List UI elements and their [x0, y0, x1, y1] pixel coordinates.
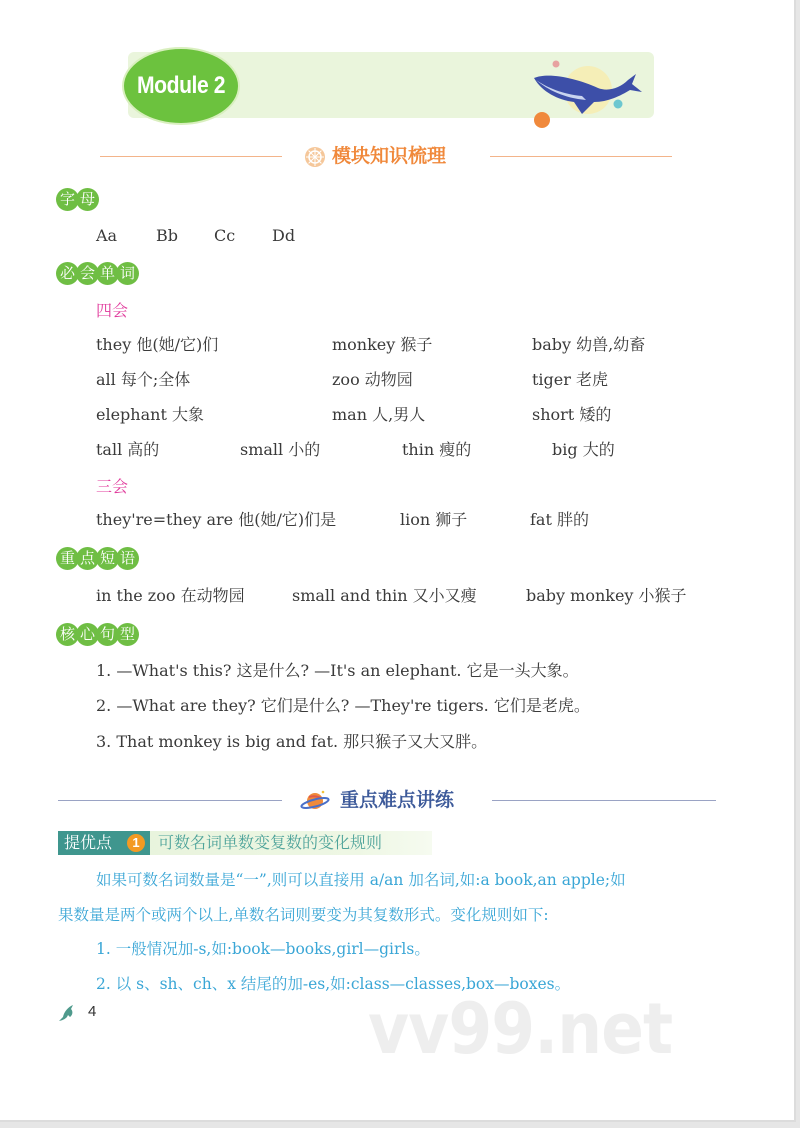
tip-tag: 提优点	[58, 831, 150, 855]
section-title-text: 重点难点讲练	[340, 789, 455, 811]
word-item: zoo 动物园	[332, 370, 413, 389]
word-item: elephant 大象	[96, 405, 204, 424]
tip-title: 可数名词单数变复数的变化规则	[158, 833, 383, 852]
word-item: big 大的	[552, 440, 615, 459]
word-item: small 小的	[240, 440, 321, 459]
letter-item: Aa	[96, 226, 118, 245]
letter-item: Bb	[156, 226, 178, 245]
heading-phrases: 重 点 短 语	[56, 547, 136, 571]
section-title-knowledge	[100, 142, 672, 172]
tip-number-badge: 1	[127, 834, 145, 852]
planet-icon	[300, 790, 330, 812]
module-label: Module 2	[136, 72, 225, 99]
tip-rule: 1. 一般情况加-s,如:book—books,girl—girls。	[96, 940, 430, 958]
tip-rule: 2. 以 s、sh、ch、x 结尾的加-es,如:class—classes,box—boxes。	[96, 975, 571, 993]
dolphin-icon	[56, 1002, 78, 1024]
word-item: baby 幼兽,幼畜	[532, 335, 646, 354]
word-item: short 矮的	[532, 405, 612, 424]
divider-line	[100, 156, 282, 157]
phrase-item: baby monkey 小猴子	[526, 586, 687, 605]
tip-paragraph-line: 果数量是两个或两个以上,单数名词则要变为其复数形式。变化规则如下:	[58, 906, 549, 924]
word-item: they're=they are 他(她/它)们是	[96, 510, 337, 529]
divider-line	[490, 156, 672, 157]
phrase-item: in the zoo 在动物园	[96, 586, 245, 605]
word-item: tall 高的	[96, 440, 160, 459]
module-badge	[122, 47, 240, 125]
divider-line	[58, 800, 282, 801]
whale-illustration-icon	[528, 52, 646, 130]
watermark: vv99.net	[368, 988, 673, 1070]
sentence-item: 3. That monkey is big and fat. 那只猴子又大又胖。	[96, 732, 488, 751]
divider-line	[492, 800, 716, 801]
letter-item: Cc	[214, 226, 236, 245]
section-title-practice	[58, 786, 716, 816]
flower-emblem-icon	[304, 146, 326, 168]
word-item: all 每个;全体	[96, 370, 191, 389]
heading-sentences: 核 心 句 型	[56, 623, 136, 647]
page-number: 4	[88, 1003, 97, 1020]
word-item: lion 狮子	[400, 510, 468, 529]
word-item: tiger 老虎	[532, 370, 608, 389]
word-item: fat 胖的	[530, 510, 589, 529]
heading-letters: 字 母	[56, 188, 96, 212]
sentence-item: 1. —What's this? 这是什么? —It's an elephant. 它是一头大象。	[96, 661, 579, 680]
letter-item: Dd	[272, 226, 296, 245]
word-item: man 人,男人	[332, 405, 426, 424]
phrase-item: small and thin 又小又瘦	[292, 586, 477, 605]
heading-words: 必 会 单 词	[56, 262, 136, 286]
subheading-three-skill: 三会	[96, 477, 129, 496]
word-item: they 他(她/它)们	[96, 335, 219, 354]
word-item: monkey 猴子	[332, 335, 433, 354]
subheading-four-skill: 四会	[96, 301, 129, 320]
sentence-item: 2. —What are they? 它们是什么? —They're tigers. 它们是老虎。	[96, 696, 590, 715]
word-item: thin 瘦的	[402, 440, 472, 459]
section-title-text: 模块知识梳理	[332, 145, 447, 167]
tip-paragraph-line: 如果可数名词数量是“一”,则可以直接用 a/an 加名词,如:a book,an apple;如	[96, 871, 626, 889]
